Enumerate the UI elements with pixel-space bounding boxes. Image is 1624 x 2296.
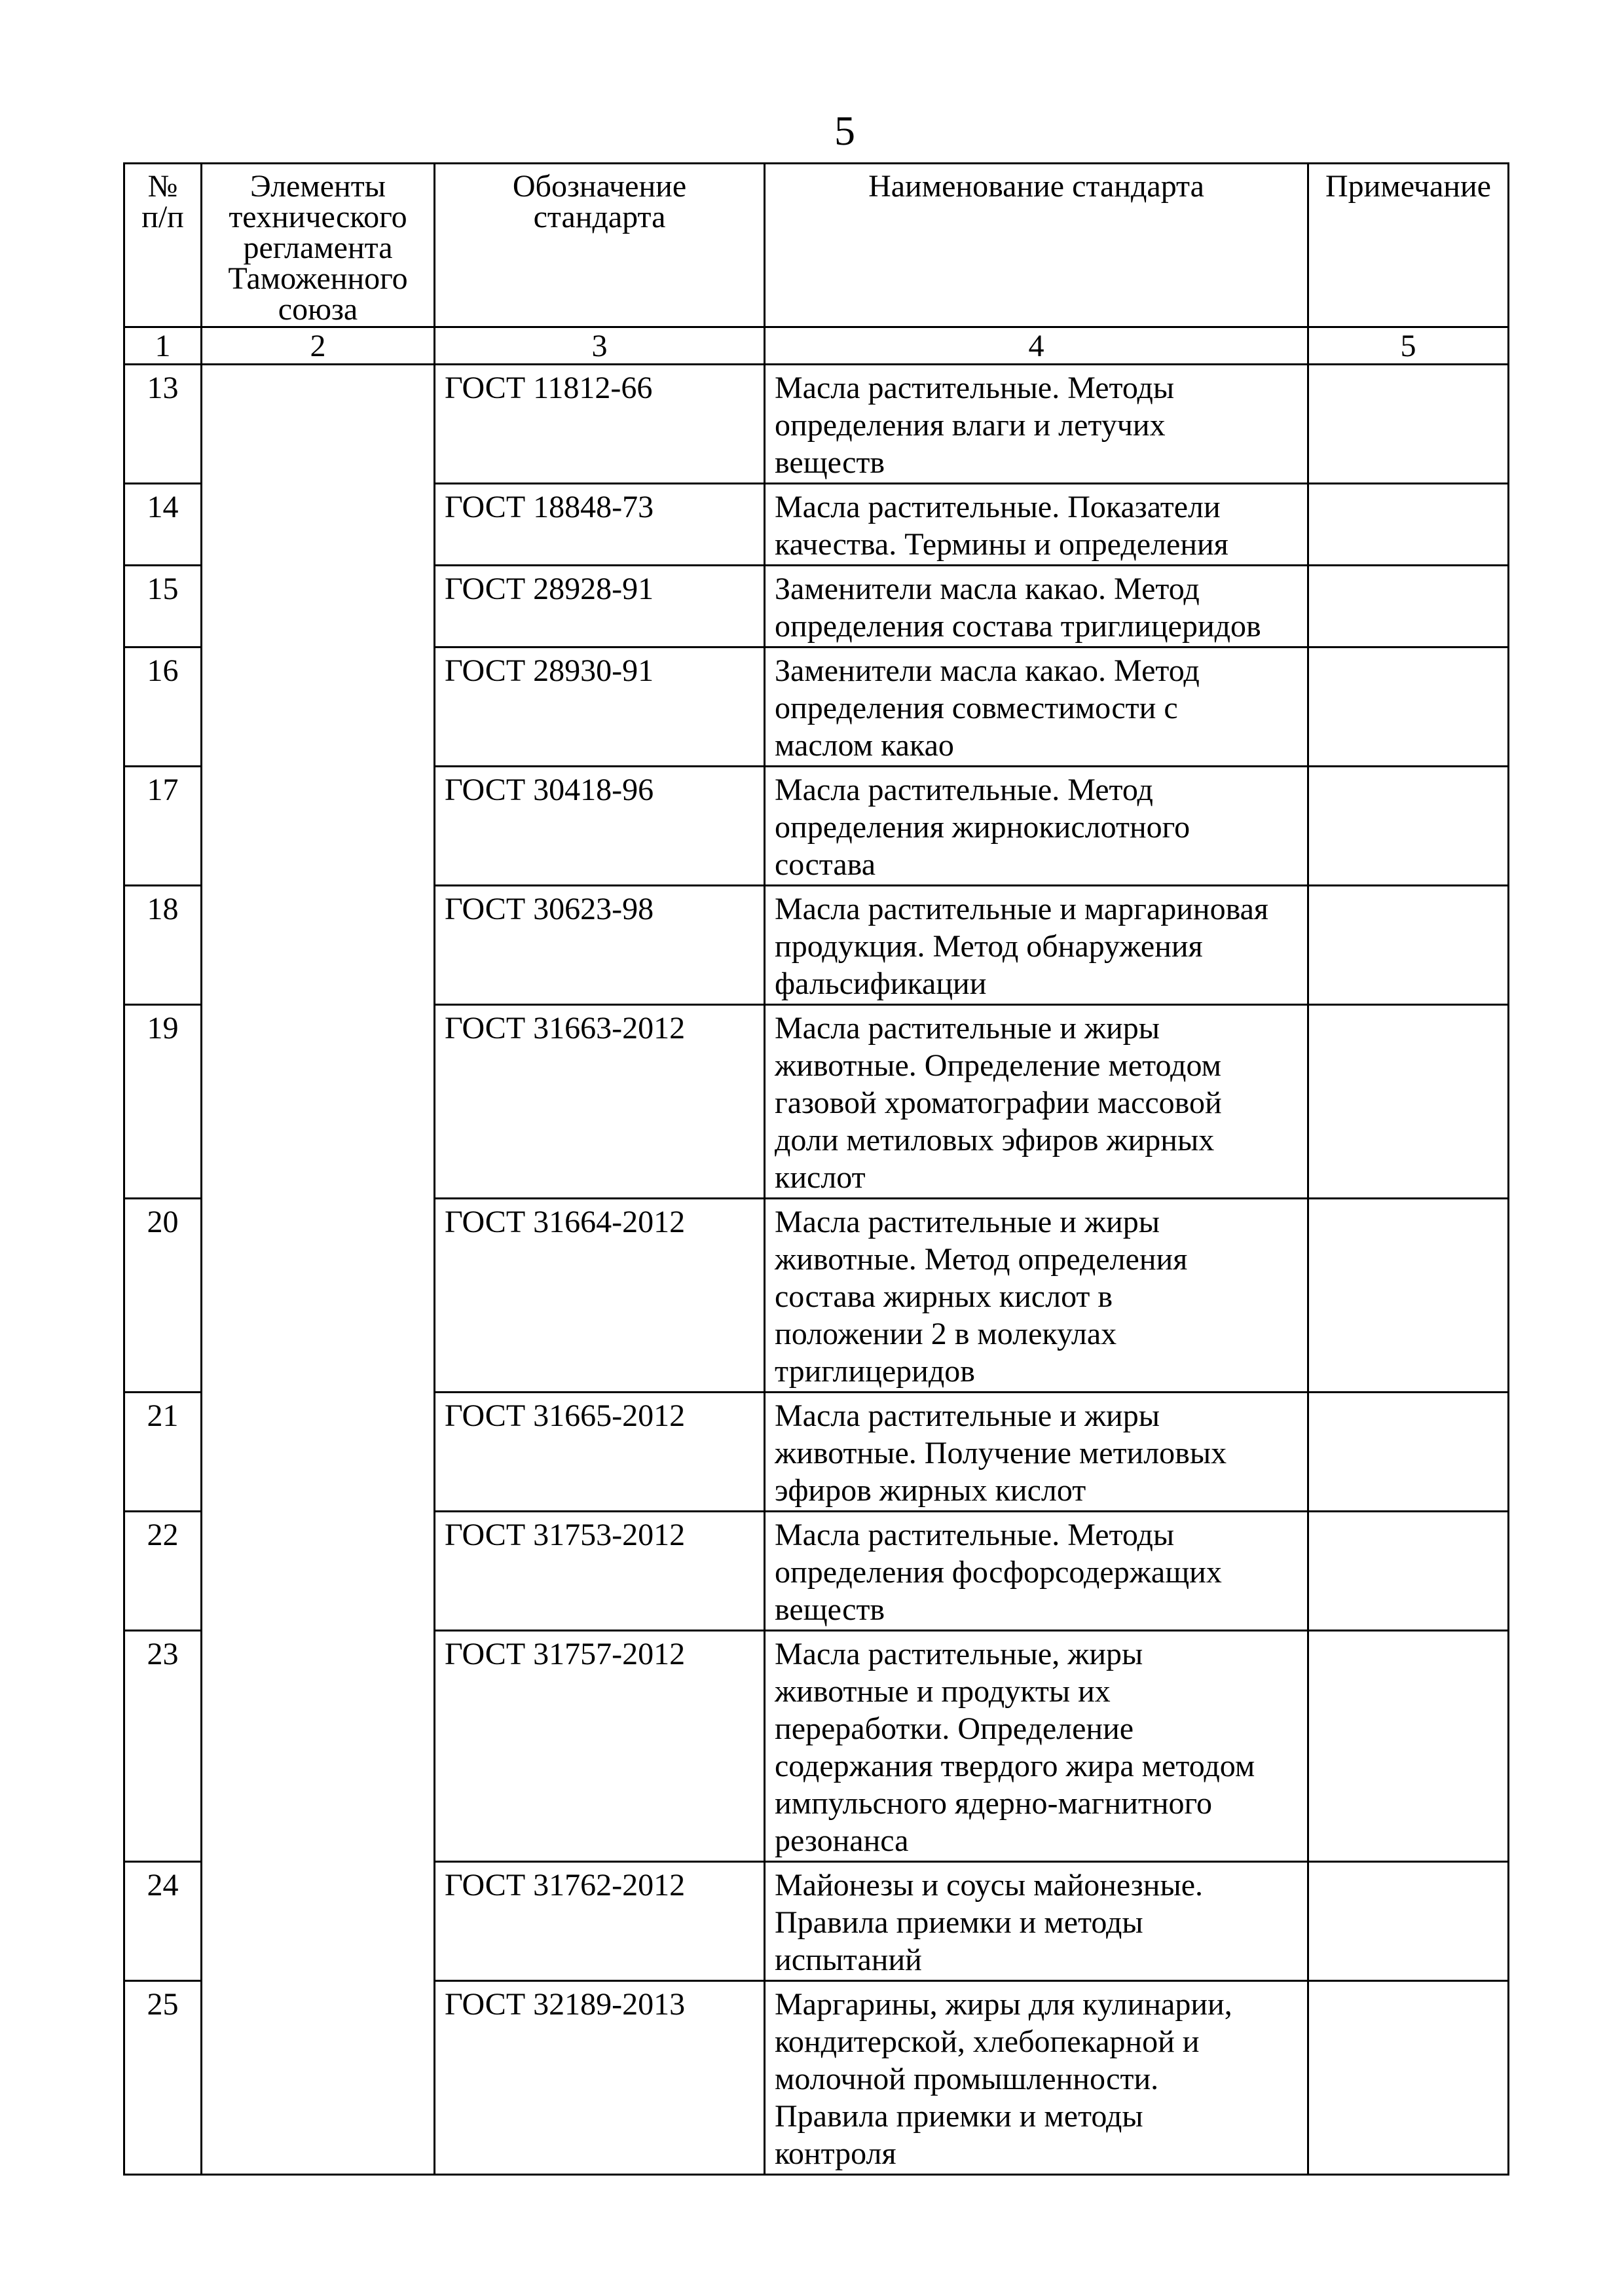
header-name: Наименование стандарта [765, 164, 1308, 327]
standard-name: Заменители масла какао. Метод определения совместимости с маслом какао [765, 647, 1308, 767]
standard-code: ГОСТ 31664-2012 [435, 1199, 765, 1393]
standard-note [1308, 1862, 1509, 1981]
standard-note [1308, 1199, 1509, 1393]
row-number: 19 [124, 1005, 202, 1199]
standard-name: Масла растительные, жиры животные и продукты их переработки. Определение содержания твердого жира методом импульсного ядерно-магнитного резонанса [765, 1631, 1308, 1862]
row-number: 21 [124, 1393, 202, 1512]
row-number: 25 [124, 1981, 202, 2175]
standards-table [123, 162, 1509, 2176]
standard-code: ГОСТ 18848-73 [435, 484, 765, 566]
standard-code: ГОСТ 11812-66 [435, 365, 765, 484]
standard-name: Масла растительные. Методы определения влаги и летучих веществ [765, 365, 1308, 484]
row-number: 23 [124, 1631, 202, 1862]
row-number: 15 [124, 566, 202, 647]
standard-note [1308, 365, 1509, 484]
row-number: 22 [124, 1512, 202, 1631]
standard-code: ГОСТ 30623-98 [435, 886, 765, 1005]
standard-note [1308, 566, 1509, 647]
standard-code: ГОСТ 28930-91 [435, 647, 765, 767]
row-number: 14 [124, 484, 202, 566]
header-note: Примечание [1308, 164, 1509, 327]
standard-name: Масла растительные и жиры животные. Метод определения состава жирных кислот в положении 2 в молекулах триглицеридов [765, 1199, 1308, 1393]
row-number: 18 [124, 886, 202, 1005]
standard-name: Масла растительные и жиры животные. Определение методом газовой хроматографии массовой доли метиловых эфиров жирных кислот [765, 1005, 1308, 1199]
table-row [124, 365, 1509, 484]
row-number: 17 [124, 767, 202, 886]
standard-note [1308, 484, 1509, 566]
standard-code: ГОСТ 28928-91 [435, 566, 765, 647]
column-number: 2 [202, 327, 435, 365]
standard-note [1308, 1393, 1509, 1512]
standard-code: ГОСТ 30418-96 [435, 767, 765, 886]
standard-name: Маргарины, жиры для кулинарии, кондитерской, хлебопекарной и молочной промышленности. Правила приемки и методы контроля [765, 1981, 1308, 2175]
standard-code: ГОСТ 31665-2012 [435, 1393, 765, 1512]
standard-name: Заменители масла какао. Метод определения состава триглицеридов [765, 566, 1308, 647]
standard-code: ГОСТ 31663-2012 [435, 1005, 765, 1199]
standard-name: Масла растительные. Показатели качества. Термины и определения [765, 484, 1308, 566]
row-number: 13 [124, 365, 202, 484]
column-number: 1 [124, 327, 202, 365]
standard-code: ГОСТ 32189-2013 [435, 1981, 765, 2175]
standard-note [1308, 1981, 1509, 2175]
column-number: 3 [435, 327, 765, 365]
header-elements: Элементы технического регламента Таможенного союза [202, 164, 435, 327]
regulation-elements-cell [202, 365, 435, 2175]
standard-name: Масла растительные. Методы определения фосфорсодержащих веществ [765, 1512, 1308, 1631]
standard-code: ГОСТ 31753-2012 [435, 1512, 765, 1631]
header-code: Обозначение стандарта [435, 164, 765, 327]
standard-name: Майонезы и соусы майонезные. Правила приемки и методы испытаний [765, 1862, 1308, 1981]
header-num: № п/п [124, 164, 202, 327]
standard-note [1308, 647, 1509, 767]
column-number: 5 [1308, 327, 1509, 365]
standard-note [1308, 886, 1509, 1005]
table-header-row [124, 164, 1509, 327]
standard-note [1308, 1512, 1509, 1631]
column-number: 4 [765, 327, 1308, 365]
standard-note [1308, 767, 1509, 886]
row-number: 24 [124, 1862, 202, 1981]
row-number: 20 [124, 1199, 202, 1393]
standard-code: ГОСТ 31757-2012 [435, 1631, 765, 1862]
standard-note [1308, 1005, 1509, 1199]
standard-code: ГОСТ 31762-2012 [435, 1862, 765, 1981]
standard-note [1308, 1631, 1509, 1862]
page-number: 5 [834, 107, 855, 154]
column-numbers-row [124, 327, 1509, 365]
standard-name: Масла растительные и жиры животные. Получение метиловых эфиров жирных кислот [765, 1393, 1308, 1512]
standard-name: Масла растительные и маргариновая продукция. Метод обнаружения фальсификации [765, 886, 1308, 1005]
standard-name: Масла растительные. Метод определения жирнокислотного состава [765, 767, 1308, 886]
row-number: 16 [124, 647, 202, 767]
